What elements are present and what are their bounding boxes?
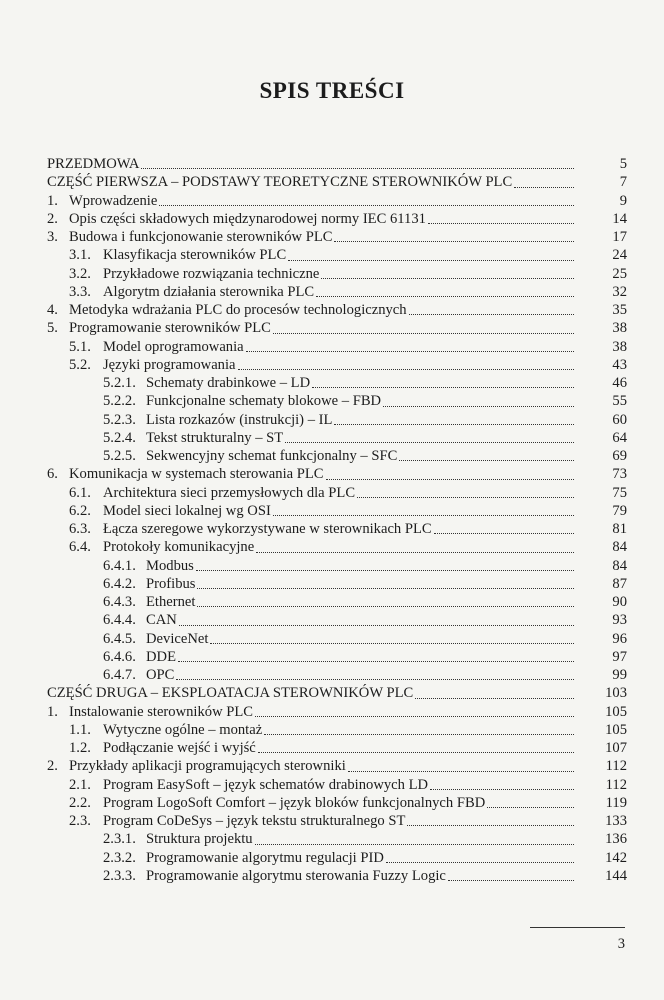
toc-entry-text: Program CoDeSys – język tekstu strukturalnego ST xyxy=(103,813,406,829)
toc-entry-page: 46 xyxy=(612,375,627,391)
toc-entry-page: 43 xyxy=(612,356,627,373)
toc-entry-page: 105 xyxy=(605,703,627,720)
dot-leader xyxy=(197,576,574,589)
toc-entry-title xyxy=(69,538,574,556)
toc-entry-number: 5.2.4. xyxy=(103,429,136,446)
dot-leader xyxy=(196,558,574,571)
toc-entry-page: 112 xyxy=(605,776,627,793)
toc-entry-page: 87 xyxy=(612,575,627,592)
toc-entry-title xyxy=(69,812,574,830)
toc-entry-title xyxy=(69,265,574,283)
toc-entry xyxy=(47,319,627,337)
toc-entry-text: Instalowanie sterowników PLC xyxy=(69,703,254,720)
toc-entry-number: 2. xyxy=(47,758,58,775)
toc-entry xyxy=(47,575,627,593)
toc-entry xyxy=(47,155,627,173)
toc-entry-text: Ethernet xyxy=(146,594,196,610)
toc-entry-number: 6.4.2. xyxy=(103,575,136,592)
toc-entry-number: 5.2.5. xyxy=(103,448,136,464)
toc-entry-page: 55 xyxy=(612,393,627,410)
toc-entry xyxy=(47,867,627,885)
page-number: 3 xyxy=(617,936,625,952)
dot-leader xyxy=(273,503,574,516)
dot-leader xyxy=(178,649,574,662)
toc-entry xyxy=(47,648,627,666)
toc-entry-number: 2.2. xyxy=(69,794,91,811)
toc-entry xyxy=(47,447,627,465)
toc-entry-page: 75 xyxy=(612,484,627,501)
dot-leader xyxy=(273,321,574,334)
toc-entry-text: Wytyczne ogólne – montaż xyxy=(103,721,263,738)
toc-entry-text: Lista rozkazów (instrukcji) – IL xyxy=(146,411,333,428)
toc-entry-number: 3.3. xyxy=(69,283,91,300)
toc-entry-page: 69 xyxy=(612,448,627,464)
toc-entry-title xyxy=(47,301,574,319)
toc-entry xyxy=(47,684,627,702)
toc-entry xyxy=(47,520,627,538)
toc-entry-text: Model sieci lokalnej wg OSI xyxy=(103,502,271,519)
toc-entry xyxy=(47,192,627,210)
toc-entry-number: 1.1. xyxy=(69,721,91,738)
toc-entry-number: 3.1. xyxy=(69,247,91,264)
toc-entry-page: 103 xyxy=(605,685,627,702)
toc-entry-page: 144 xyxy=(605,867,627,884)
dot-leader xyxy=(258,740,574,753)
toc-entry-number: 6.4.6. xyxy=(103,648,136,665)
dot-leader xyxy=(386,850,574,863)
toc-entry-page: 73 xyxy=(612,466,627,483)
toc-entry xyxy=(47,611,627,629)
toc-entry-title xyxy=(47,173,574,191)
toc-entry-text: OPC xyxy=(146,667,175,683)
toc-entry-page: 5 xyxy=(619,156,627,172)
toc-entry-title xyxy=(103,374,574,392)
toc-entry-page: 97 xyxy=(612,648,627,665)
toc-entry xyxy=(47,757,627,775)
toc-entry-title xyxy=(47,155,574,173)
toc-entry-title xyxy=(103,429,574,447)
dot-leader xyxy=(321,266,574,279)
toc-entry-number: 6.4.3. xyxy=(103,594,136,610)
toc-entry xyxy=(47,557,627,575)
toc-entry-number: 6.4.1. xyxy=(103,557,136,574)
toc-entry-text: Łącza szeregowe wykorzystywane w sterownikach PLC xyxy=(103,521,432,537)
toc-entry-number: 6.4.5. xyxy=(103,630,136,647)
toc-entry-number: 2. xyxy=(47,210,58,227)
toc-entry-number: 1.2. xyxy=(69,740,91,756)
toc-entry-title xyxy=(69,776,574,794)
toc-entry-title xyxy=(47,210,574,228)
toc-entry-page: 38 xyxy=(612,320,627,337)
toc-entry xyxy=(47,721,627,739)
dot-leader xyxy=(334,412,574,425)
dot-leader xyxy=(383,394,574,407)
toc-entry-title xyxy=(103,611,574,629)
toc-entry-number: 5.2.2. xyxy=(103,393,136,410)
toc-entry-text: Tekst strukturalny – ST xyxy=(146,429,284,446)
toc-entry-title xyxy=(47,684,574,702)
toc-entry-number: 6.4.4. xyxy=(103,612,136,629)
dot-leader xyxy=(399,448,574,461)
toc-entry-text: Metodyka wdrażania PLC do procesów technologicznych xyxy=(69,302,407,318)
toc-entry-title xyxy=(103,666,574,684)
toc-entry-text: Algorytm działania sterownika PLC xyxy=(103,283,315,300)
toc-entry-number: 2.3.1. xyxy=(103,831,136,848)
dot-leader xyxy=(326,467,574,480)
toc-entry-title xyxy=(69,520,574,538)
dot-leader xyxy=(407,813,574,826)
toc-entry-number: 5.2. xyxy=(69,356,91,373)
toc-entry xyxy=(47,849,627,867)
toc-entry-text: Funkcjonalne schematy blokowe – FBD xyxy=(146,393,382,410)
table-of-contents xyxy=(47,155,627,885)
toc-entry-page: 14 xyxy=(612,210,627,227)
toc-entry-number: 6.3. xyxy=(69,521,91,537)
dot-leader xyxy=(409,302,574,315)
toc-entry xyxy=(47,338,627,356)
toc-entry-title xyxy=(103,392,574,410)
dot-leader xyxy=(434,521,574,534)
toc-entry xyxy=(47,666,627,684)
toc-entry-title xyxy=(103,575,574,593)
toc-entry xyxy=(47,830,627,848)
toc-entry-number: 3. xyxy=(47,229,58,245)
toc-entry-title xyxy=(47,465,574,483)
page-title: SPIS TREŚCI xyxy=(259,78,405,103)
dot-leader xyxy=(357,485,574,498)
toc-entry-title xyxy=(47,757,574,775)
toc-entry-page: 99 xyxy=(612,667,627,683)
toc-entry xyxy=(47,776,627,794)
toc-entry-page: 17 xyxy=(612,229,627,245)
toc-entry xyxy=(47,739,627,757)
toc-entry-title xyxy=(103,557,574,575)
dot-leader xyxy=(316,284,574,297)
dot-leader xyxy=(428,211,574,224)
toc-entry-number: 6.4. xyxy=(69,539,91,556)
toc-entry-text: Struktura projektu xyxy=(146,831,253,848)
toc-entry-number: 2.3.3. xyxy=(103,867,136,884)
toc-entry-title xyxy=(69,502,574,520)
toc-entry-text: Przykładowe rozwiązania techniczne xyxy=(103,265,320,282)
toc-entry-text: Przykłady aplikacji programujących sterowniki xyxy=(69,758,346,775)
toc-entry-page: 96 xyxy=(612,630,627,647)
toc-entry-page: 79 xyxy=(612,502,627,519)
toc-entry-text: Programowanie sterowników PLC xyxy=(69,320,271,337)
toc-entry xyxy=(47,411,627,429)
toc-entry-title xyxy=(103,867,574,885)
toc-entry-text: Modbus xyxy=(146,557,194,574)
dot-leader xyxy=(430,777,574,790)
dot-leader xyxy=(288,248,574,261)
dot-leader xyxy=(348,759,574,772)
dot-leader xyxy=(159,193,574,206)
toc-entry-text: Opis części składowych międzynarodowej normy IEC 61131 xyxy=(69,210,426,227)
toc-entry xyxy=(47,794,627,812)
toc-entry-page: 90 xyxy=(612,594,627,610)
toc-entry xyxy=(47,630,627,648)
toc-entry-page: 38 xyxy=(612,338,627,355)
toc-entry-number: 2.3. xyxy=(69,813,91,829)
toc-entry-number: 1. xyxy=(47,192,58,209)
dot-leader xyxy=(514,175,574,188)
toc-entry-title xyxy=(103,849,574,867)
toc-entry-number: 6.4.7. xyxy=(103,667,136,683)
toc-entry xyxy=(47,502,627,520)
toc-entry xyxy=(47,356,627,374)
toc-entry xyxy=(47,173,627,191)
toc-entry-page: 136 xyxy=(605,831,627,848)
toc-entry-number: 5.2.3. xyxy=(103,411,136,428)
toc-entry-page: 81 xyxy=(612,521,627,537)
dot-leader xyxy=(334,229,574,242)
toc-entry-page: 84 xyxy=(612,557,627,574)
toc-entry-title xyxy=(69,739,574,757)
toc-entry-page: 84 xyxy=(612,539,627,556)
dot-leader xyxy=(487,795,574,808)
dot-leader xyxy=(255,704,574,717)
toc-entry-number: 6.2. xyxy=(69,502,91,519)
toc-entry-title xyxy=(103,630,574,648)
dot-leader xyxy=(238,357,574,370)
toc-entry-number: 6.1. xyxy=(69,484,91,501)
dot-leader xyxy=(256,540,574,553)
toc-entry-title xyxy=(69,356,574,374)
toc-entry-page: 35 xyxy=(612,302,627,318)
toc-entry-text: PRZEDMOWA xyxy=(47,156,140,172)
toc-entry-text: CZĘŚĆ DRUGA – EKSPLOATACJA STEROWNIKÓW PLC xyxy=(47,685,414,702)
dot-leader xyxy=(285,430,574,443)
toc-entry-number: 6. xyxy=(47,466,58,483)
dot-leader xyxy=(448,868,574,881)
toc-entry xyxy=(47,265,627,283)
dot-leader xyxy=(179,613,574,626)
toc-entry-page: 24 xyxy=(612,247,627,264)
dot-leader xyxy=(210,631,574,644)
toc-entry-text: Schematy drabinkowe – LD xyxy=(146,375,311,391)
toc-entry xyxy=(47,484,627,502)
toc-entry-page: 93 xyxy=(612,612,627,629)
toc-entry xyxy=(47,812,627,830)
toc-entry-text: Sekwencyjny schemat funkcjonalny – SFC xyxy=(146,448,398,464)
toc-entry-text: CZĘŚĆ PIERWSZA – PODSTAWY TEORETYCZNE STEROWNIKÓW PLC xyxy=(47,174,513,191)
toc-entry-page: 25 xyxy=(612,265,627,282)
toc-entry-title xyxy=(47,228,574,246)
toc-entry-text: Program EasySoft – język schematów drabinowych LD xyxy=(103,776,429,793)
toc-entry-title xyxy=(69,794,574,812)
toc-entry-number: 5.1. xyxy=(69,338,91,355)
toc-entry-page: 112 xyxy=(605,758,627,775)
toc-entry-title xyxy=(103,593,574,611)
toc-entry-title xyxy=(103,411,574,429)
toc-entry-number: 5. xyxy=(47,320,58,337)
toc-entry-page: 9 xyxy=(619,192,627,209)
toc-entry-text: Protokoły komunikacyjne xyxy=(103,539,255,556)
toc-entry-page: 32 xyxy=(612,283,627,300)
toc-entry-title xyxy=(103,648,574,666)
toc-entry xyxy=(47,210,627,228)
toc-entry-title xyxy=(69,283,574,301)
toc-entry-number: 2.3.2. xyxy=(103,849,136,866)
toc-entry-title xyxy=(69,338,574,356)
toc-entry-text: Model oprogramowania xyxy=(103,338,244,355)
toc-entry xyxy=(47,465,627,483)
dot-leader xyxy=(197,594,574,607)
toc-entry-text: Architektura sieci przemysłowych dla PLC xyxy=(103,484,356,501)
toc-entry-number: 5.2.1. xyxy=(103,375,136,391)
toc-entry-title xyxy=(47,319,574,337)
toc-entry-page: 7 xyxy=(619,174,627,191)
toc-entry xyxy=(47,703,627,721)
toc-entry-title xyxy=(47,192,574,210)
toc-entry-title xyxy=(103,447,574,465)
toc-entry xyxy=(47,593,627,611)
toc-entry-title xyxy=(69,246,574,264)
toc-entry-number: 3.2. xyxy=(69,265,91,282)
toc-entry-number: 2.1. xyxy=(69,776,91,793)
toc-entry xyxy=(47,228,627,246)
toc-entry-page: 142 xyxy=(605,849,627,866)
toc-entry xyxy=(47,301,627,319)
toc-entry-page: 119 xyxy=(605,794,627,811)
toc-entry-title xyxy=(47,703,574,721)
toc-entry xyxy=(47,374,627,392)
toc-entry xyxy=(47,392,627,410)
toc-entry-text: Programowanie algorytmu sterowania Fuzzy Logic xyxy=(146,867,446,884)
toc-entry-text: Programowanie algorytmu regulacji PID xyxy=(146,849,384,866)
dot-leader xyxy=(415,686,574,699)
toc-entry-text: Podłączanie wejść i wyjść xyxy=(103,740,256,756)
dot-leader xyxy=(255,832,574,845)
dot-leader xyxy=(176,667,574,680)
toc-entry-page: 60 xyxy=(612,411,627,428)
toc-entry xyxy=(47,246,627,264)
toc-entry xyxy=(47,429,627,447)
toc-entry-title xyxy=(103,830,574,848)
toc-entry xyxy=(47,538,627,556)
toc-entry-text: Wprowadzenie xyxy=(69,192,158,209)
toc-entry-text: DeviceNet xyxy=(146,630,209,647)
toc-entry-page: 133 xyxy=(605,813,627,829)
toc-entry-text: Klasyfikacja sterowników PLC xyxy=(103,247,287,264)
toc-entry-number: 4. xyxy=(47,302,58,318)
dot-leader xyxy=(312,375,574,388)
toc-entry-text: Program LogoSoft Comfort – język bloków funkcjonalnych FBD xyxy=(103,794,486,811)
toc-entry-text: CAN xyxy=(146,612,177,629)
dot-leader xyxy=(264,722,574,735)
dot-leader xyxy=(141,156,574,169)
toc-entry-page: 64 xyxy=(612,429,627,446)
toc-entry xyxy=(47,283,627,301)
toc-entry-page: 107 xyxy=(605,740,627,756)
toc-entry-page: 105 xyxy=(605,721,627,738)
toc-entry-text: DDE xyxy=(146,648,176,665)
toc-entry-text: Komunikacja w systemach sterowania PLC xyxy=(69,466,324,483)
dot-leader xyxy=(246,339,574,352)
toc-entry-title xyxy=(69,484,574,502)
toc-entry-title xyxy=(69,721,574,739)
toc-entry-text: Profibus xyxy=(146,575,196,592)
footer-rule xyxy=(530,927,625,928)
toc-entry-text: Budowa i funkcjonowanie sterowników PLC xyxy=(69,229,333,245)
toc-entry-text: Języki programowania xyxy=(103,356,236,373)
toc-entry-number: 1. xyxy=(47,703,58,720)
